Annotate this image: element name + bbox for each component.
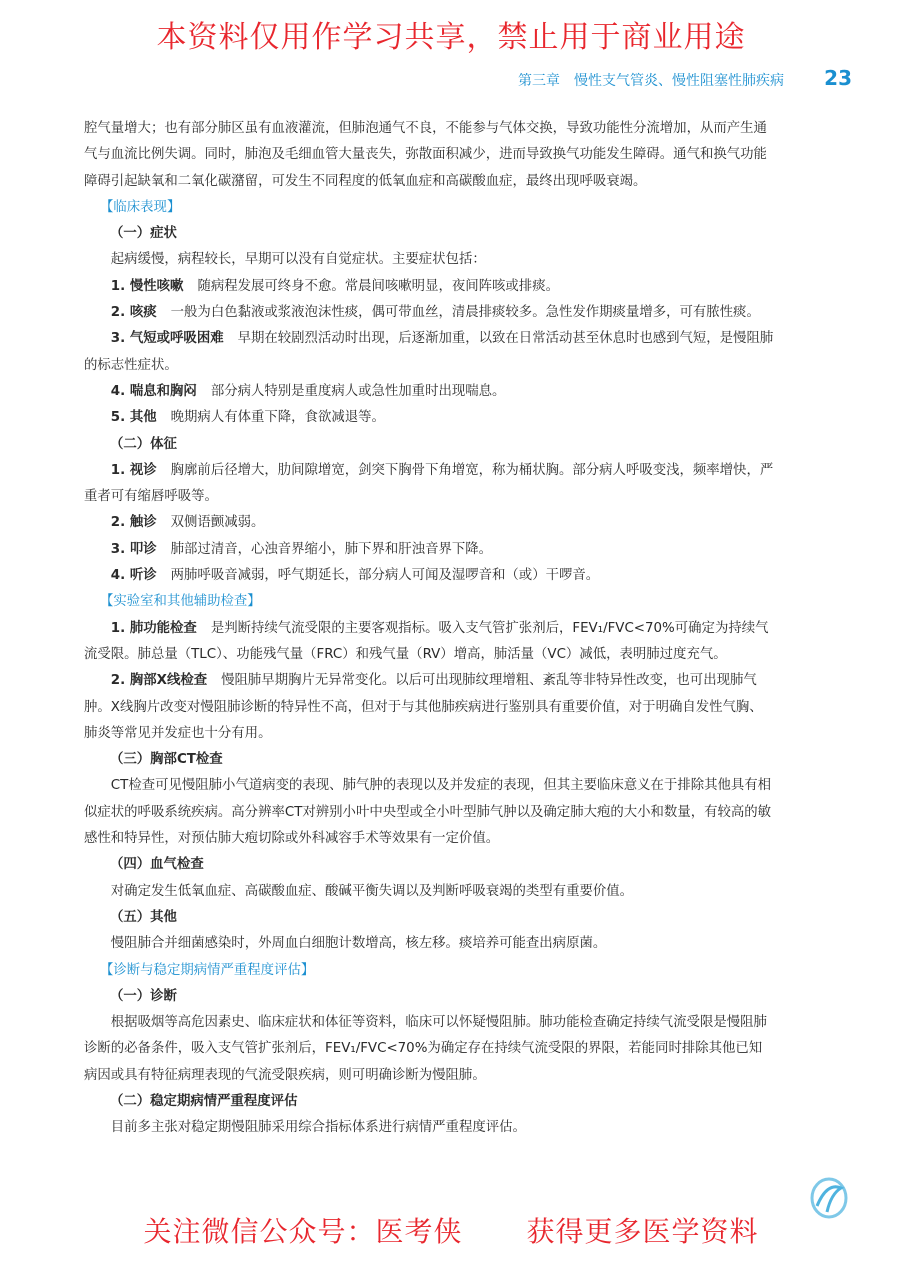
list-item [84,563,774,589]
list-item [84,458,774,511]
subsection-heading-symptoms: （一）症状 [110,226,177,242]
list-item [84,668,774,747]
watermark-top: 本资料仅用作学习共享，禁止用于商业用途 [156,20,746,55]
paragraph: 起病缓慢，病程较长，早期可以没有自觉症状。主要症状包括： [110,252,486,268]
item-heading: 3. 叩诊 [110,541,157,557]
list-item [84,616,774,669]
running-head [0,68,902,92]
item-heading: 1. 慢性咳嗽 [110,278,184,294]
list-item [84,379,774,405]
item-text: 两肺呼吸音减弱，呼气期延长，部分病人可闻及湿啰音和（或）干啰音。 [170,568,600,584]
list-item [84,300,774,326]
item-text: 胸廓前后径增大，肋间隙增宽，剑突下胸骨下角增宽，称为桶状胸。部分病人呼吸变浅，频率增快，严重者可有缩唇呼吸等。 [84,462,774,505]
subsection-heading-other: （五）其他 [110,909,177,925]
page-number: 23 [824,66,852,90]
subsection-heading-diagnosis: （一）诊断 [110,988,177,1004]
subsection-heading-blood-gas: （四）血气检查 [110,857,204,873]
subsection-heading-ct: （三）胸部CT检查 [110,752,223,768]
item-text: 肺部过清音，心浊音界缩小，肺下界和肝浊音界下降。 [170,541,493,557]
item-text: 双侧语颤减弱。 [170,515,265,531]
page-body [84,116,774,1142]
list-item [84,326,774,379]
watermark-bottom-left: 关注微信公众号：医考侠 [143,1215,463,1248]
item-text: 随病程发展可终身不愈。常晨间咳嗽明显，夜间阵咳或排痰。 [197,278,559,294]
item-text: 一般为白色黏液或浆液泡沫性痰，偶可带血丝，清晨排痰较多。急性发作期痰量增多，可有脓性痰。 [170,305,760,321]
list-item [84,510,774,536]
subsection-heading-signs: （二）体征 [110,436,177,452]
subsection-heading-assessment: （二）稳定期病情严重程度评估 [110,1093,298,1109]
paragraph: 对确定发生低氧血症、高碳酸血症、酸碱平衡失调以及判断呼吸衰竭的类型有重要价值。 [110,883,634,899]
item-heading: 1. 视诊 [110,462,157,478]
section-heading-lab: 【实验室和其他辅助检查】 [100,594,261,610]
section-heading-diagnosis: 【诊断与稳定期病情严重程度评估】 [100,962,315,978]
item-heading: 5. 其他 [110,410,157,426]
section-heading-clinical: 【临床表现】 [100,199,181,215]
paragraph: 腔气量增大；也有部分肺区虽有血液灌流，但肺泡通气不良，不能参与气体交换，导致功能性分流增加，从而产生通气与血流比例失调。同时，肺泡及毛细血管大量丧失，弥散面积减少，进而导致换气功能发生障碍。通气和换气功能障碍引起缺氧和二氧化碳潴留，可发生不同程度的低氧血症和高碳酸血症，最终出现呼吸衰竭。 [84,121,767,189]
item-text: 部分病人特别是重度病人或急性加重时出现喘息。 [210,383,506,399]
item-text: 是判断持续气流受限的主要客观指标。吸入支气管扩张剂后，FEV₁/FVC<70%可确定为持续气流受限。肺总量（TLC）、功能残气量（FRC）和残气量（RV）增高，肺活量（VC）减低，表明肺过度充气。 [84,620,769,662]
chapter-title: 第三章 慢性支气管炎、慢性阻塞性肺疾病 [518,73,784,89]
item-text: 晚期病人有体重下降，食欲减退等。 [170,410,385,426]
watermark-bottom [0,1210,902,1250]
list-item [84,274,774,300]
item-heading: 4. 听诊 [110,568,157,584]
paragraph: CT检查可见慢阻肺小气道病变的表现、肺气肿的表现以及并发症的表现，但其主要临床意义在于排除其他具有相似症状的呼吸系统疾病。高分辨率CT对辨别小叶中央型或全小叶型肺气肿以及确定肺大疱的大小和数量，有较高的敏感性和特异性，对预估肺大疱切除或外科减容手术等效果有一定价值。 [84,778,772,847]
watermark-bottom-right: 获得更多医学资料 [526,1215,759,1248]
paragraph: 慢阻肺合并细菌感染时，外周血白细胞计数增高，核左移。痰培养可能查出病原菌。 [110,936,607,952]
item-heading: 1. 肺功能检查 [110,620,197,636]
paragraph: 根据吸烟等高危因素史、临床症状和体征等资料，临床可以怀疑慢阻肺。肺功能检查确定持续气流受限是慢阻肺诊断的必备条件，吸入支气管扩张剂后，FEV₁/FVC<70%为确定存在持续气流受限的界限，若能同时排除其他已知病因或具有特征病理表现的气流受限疾病，则可明确诊断为慢阻肺。 [84,1015,767,1083]
list-item [84,405,774,431]
item-text: 慢阻肺早期胸片无异常变化。以后可出现肺纹理增粗、紊乱等非特异性改变，也可出现肺气肿。X线胸片改变对慢阻肺诊断的特异性不高，但对于与其他肺疾病进行鉴别具有重要价值，对于明确自发性气胸、肺炎等常见并发症也十分有用。 [84,673,763,741]
item-heading: 2. 触诊 [110,515,157,531]
list-item [84,537,774,563]
item-heading: 2. 胸部X线检查 [110,673,208,689]
item-heading: 4. 喘息和胸闷 [110,383,197,399]
item-text: 早期在较剧烈活动时出现，后逐渐加重，以致在日常活动甚至休息时也感到气短，是慢阻肺的标志性症状。 [84,331,774,373]
item-heading: 3. 气短或呼吸困难 [110,331,224,347]
paragraph: 目前多主张对稳定期慢阻肺采用综合指标体系进行病情严重程度评估。 [110,1120,526,1136]
item-heading: 2. 咳痰 [110,305,157,321]
